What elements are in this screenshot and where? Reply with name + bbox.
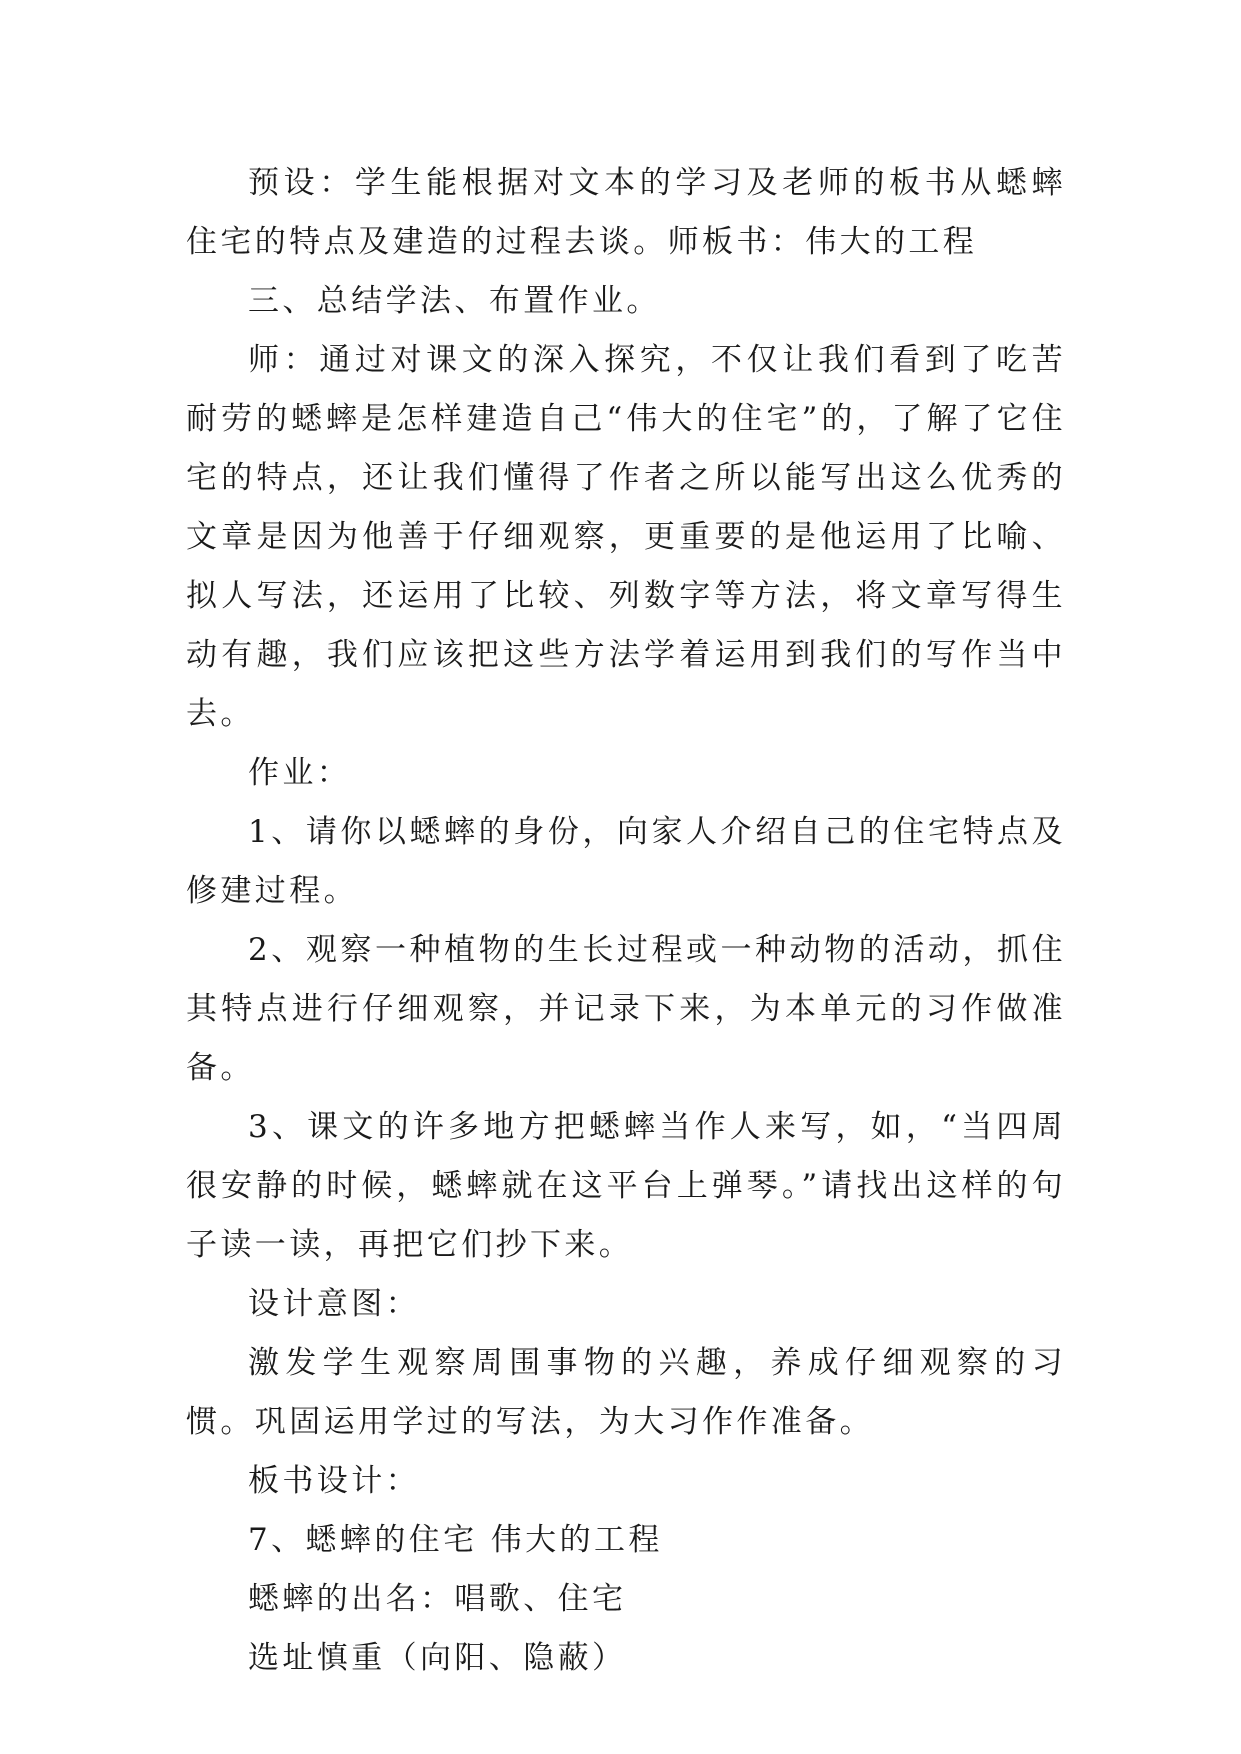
paragraph-board-title: 7、蟋蟀的住宅 伟大的工程	[248, 1522, 663, 1558]
paragraph-homework-2: 2、观察一种植物的生长过程或一种动物的活动，抓住其特点进行仔细观察，并记录下来，为本单元的习作做准备。	[186, 932, 1066, 1086]
paragraph-board-site: 选址慎重（向阳、隐蔽）	[248, 1640, 627, 1676]
paragraph-homework-1: 1、请你以蟋蟀的身份，向家人介绍自己的住宅特点及修建过程。	[186, 814, 1066, 909]
paragraph-board-fame: 蟋蟀的出名：唱歌、住宅	[248, 1581, 627, 1617]
paragraph-design-intent-heading: 设计意图：	[248, 1286, 420, 1322]
paragraph-homework-heading: 作业：	[248, 755, 352, 791]
paragraph-preset: 预设：学生能根据对文本的学习及老师的板书从蟋蟀住宅的特点及建造的过程去谈。师板书：伟大的工程	[186, 165, 1066, 260]
paragraph-board-design-heading: 板书设计：	[248, 1463, 420, 1499]
paragraph-homework-3: 3、课文的许多地方把蟋蟀当作人来写，如，“当四周很安静的时候，蟋蟀就在这平台上弹琴。”请找出这样的句子读一读，再把它们抄下来。	[186, 1109, 1066, 1263]
document-body	[186, 154, 1066, 1688]
paragraph-design-intent: 激发学生观察周围事物的兴趣，养成仔细观察的习惯。巩固运用学过的写法，为大习作作准备。	[186, 1345, 1066, 1440]
paragraph-section-three-heading: 三、总结学法、布置作业。	[248, 283, 661, 319]
paragraph-teacher-summary: 师：通过对课文的深入探究，不仅让我们看到了吃苦耐劳的蟋蟀是怎样建造自己“伟大的住宅”的，了解了它住宅的特点，还让我们懂得了作者之所以能写出这么优秀的文章是因为他善于仔细观察，更重要的是他运用了比喻、拟人写法，还运用了比较、列数字等方法，将文章写得生动有趣，我们应该把这些方法学着运用到我们的写作当中去。	[186, 342, 1066, 732]
